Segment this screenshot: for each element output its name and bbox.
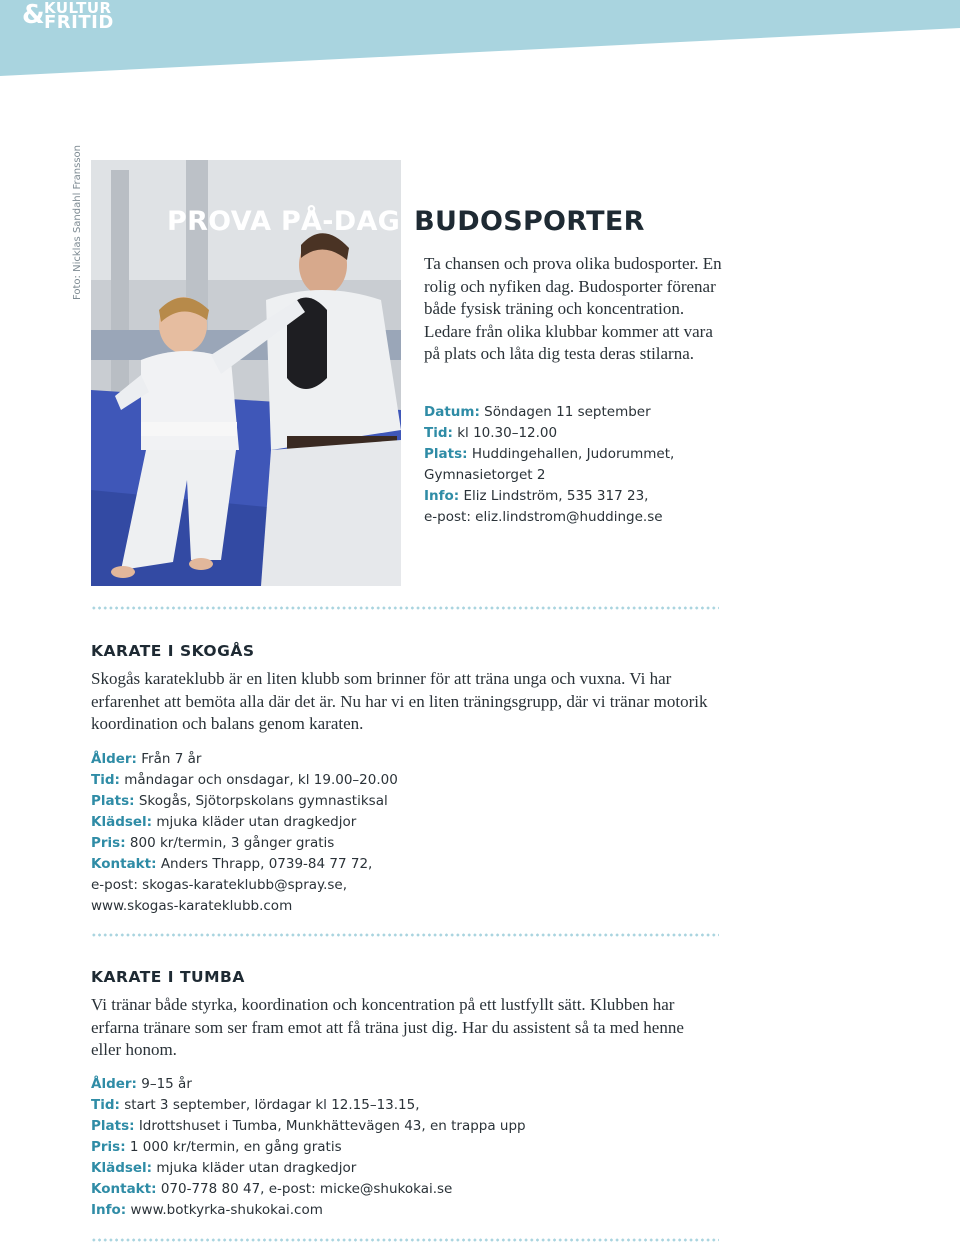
photo-credit: Foto: Nicklas Sandahl Fransson <box>72 144 83 300</box>
dotted-divider <box>91 606 719 610</box>
tumba-dress: Klädsel: mjuka kläder utan dragkedjor <box>91 1160 357 1176</box>
skogas-time: Tid: måndagar och onsdagar, kl 19.00–20.00 <box>91 772 398 788</box>
event-email: e-post: eliz.lindstrom@huddinge.se <box>424 509 663 525</box>
heading-karate-skogas: KARATE I SKOGÅS <box>91 642 255 660</box>
skogas-website: www.skogas-karateklubb.com <box>91 898 293 914</box>
page-title <box>167 205 645 239</box>
tumba-price: Pris: 1 000 kr/termin, en gång gratis <box>91 1139 342 1155</box>
event-place: Plats: Huddingehallen, Judorummet, <box>424 446 675 462</box>
skogas-details <box>91 749 398 917</box>
event-info: Info: Eliz Lindström, 535 317 23, <box>424 488 649 504</box>
tumba-contact: Kontakt: 070-778 80 47, e-post: micke@shukokai.se <box>91 1181 453 1197</box>
event-time: Tid: kl 10.30–12.00 <box>424 425 558 441</box>
logo-line-kultur: KULTUR <box>44 0 112 17</box>
skogas-email: e-post: skogas-karateklubb@spray.se, <box>91 877 347 893</box>
event-place-line2: Gymnasietorget 2 <box>424 467 546 483</box>
dotted-divider <box>91 1238 719 1242</box>
skogas-place: Plats: Skogås, Sjötorpskolans gymnastiksal <box>91 793 388 809</box>
dotted-divider <box>91 933 719 937</box>
event-details <box>424 402 674 528</box>
tumba-age: Ålder: 9–15 år <box>91 1076 192 1092</box>
tumba-description: Vi tränar både styrka, koordination och koncentration på ett lustfyllt sätt. Klubben har erfarna tränare som ser fram emot att få träna just dig. Har du assistent så ta med henne eller honom. <box>91 995 684 1059</box>
skogas-description: Skogås karateklubb är en liten klubb som brinner för att träna unga och vuxna. Vi har erfarenhet att bemöta alla där det är. Nu har vi en liten träningsgrupp, där vi tränar motorik koordination och balans genom karaten. <box>91 669 708 733</box>
event-date: Datum: Söndagen 11 september <box>424 404 651 420</box>
tumba-details <box>91 1074 526 1221</box>
tumba-time: Tid: start 3 september, lördagar kl 12.15–13.15, <box>91 1097 420 1113</box>
heading-karate-tumba: KARATE I TUMBA <box>91 968 245 986</box>
intro-paragraph: Ta chansen och prova olika budosporter. En rolig och nyfiken dag. Budosporter förenar både fysisk träning och koncentration. Ledare från olika klubbar kommer att vara på plats och låta dig testa deras stilarna. <box>424 254 722 363</box>
tumba-place: Plats: Idrottshuset i Tumba, Munkhättevägen 43, en trappa upp <box>91 1118 526 1134</box>
tumba-info: Info: www.botkyrka-shukokai.com <box>91 1202 323 1218</box>
skogas-price: Pris: 800 kr/termin, 3 gånger gratis <box>91 835 335 851</box>
logo-ampersand: & <box>22 0 45 30</box>
title-budosporter: BUDOSPORTER <box>414 206 645 237</box>
header-band <box>0 0 960 80</box>
logo-line-fritid: FRITID <box>44 12 114 33</box>
title-prova-pa-dag: PROVA PÅ-DAG <box>167 206 401 237</box>
skogas-age: Ålder: Från 7 år <box>91 751 202 767</box>
skogas-contact: Kontakt: Anders Thrapp, 0739-84 77 72, <box>91 856 373 872</box>
skogas-dress: Klädsel: mjuka kläder utan dragkedjor <box>91 814 357 830</box>
